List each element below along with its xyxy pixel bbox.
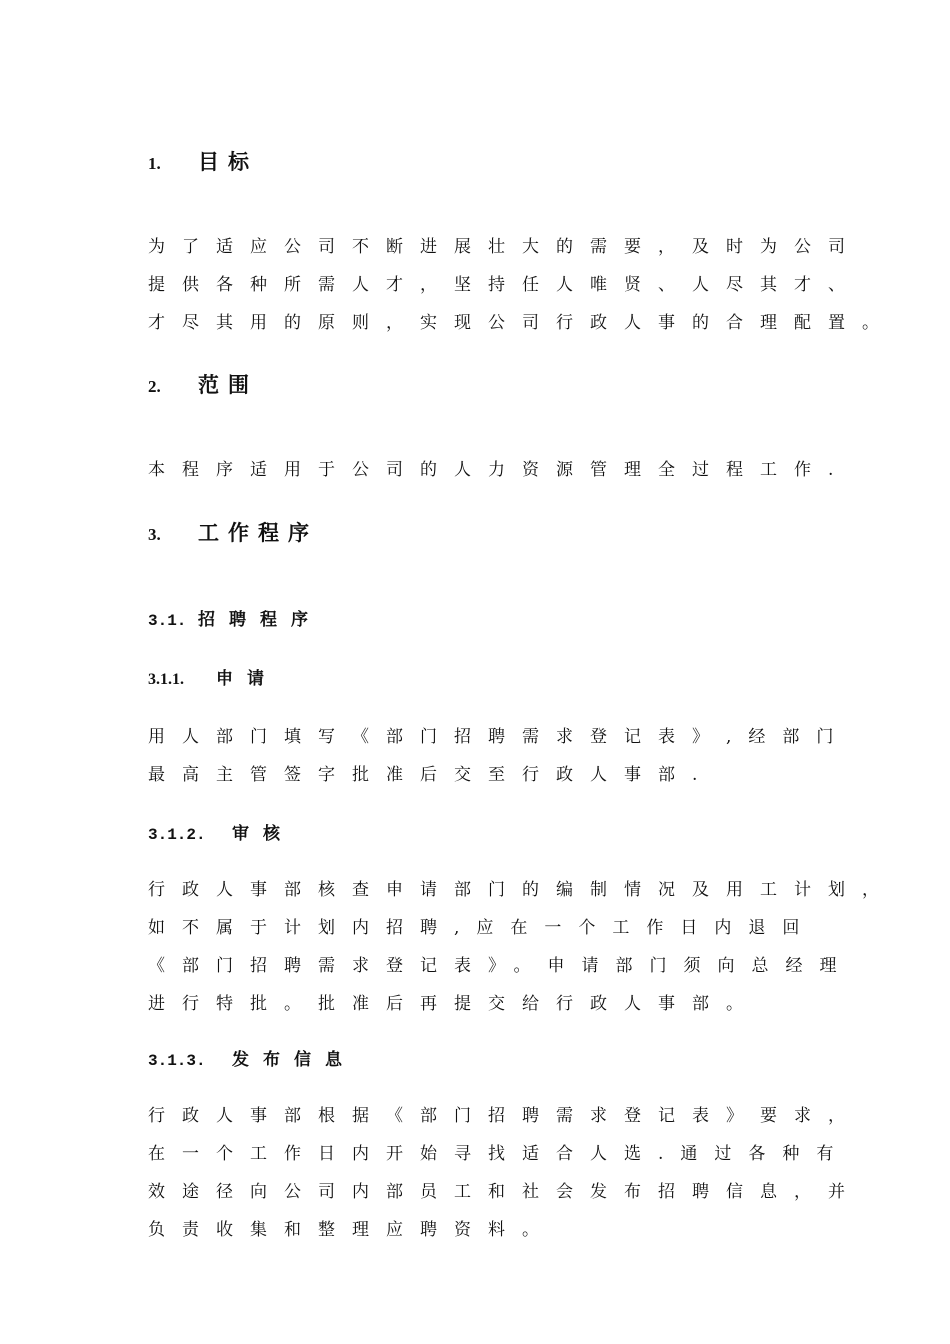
heading-title: 工作程序	[198, 521, 318, 545]
heading-3-publish	[148, 1045, 356, 1070]
text-line: 负责收集和整理应聘资料。	[148, 1220, 556, 1240]
heading-1-scope	[148, 369, 258, 399]
heading-title: 申请	[216, 669, 278, 689]
heading-1-procedure	[148, 517, 318, 547]
heading-title: 审核	[232, 824, 294, 844]
paragraph-goal	[148, 228, 896, 342]
heading-number: 3.1.3.	[148, 1052, 206, 1070]
paragraph-review	[148, 871, 896, 1023]
heading-number: 3.1.	[148, 612, 187, 630]
heading-number: 3.1.2.	[148, 826, 206, 844]
text-line: 《部门招聘需求登记表》。申请部门须向总经理	[148, 956, 854, 976]
heading-title: 发布信息	[232, 1050, 356, 1070]
heading-2-recruitment	[148, 605, 322, 630]
text-line: 本程序适用于公司的人力资源管理全过程工作.	[148, 460, 851, 480]
text-line: 进行特批。批准后再提交给行政人事部。	[148, 994, 760, 1014]
heading-number: 3.1.1.	[148, 671, 184, 688]
paragraph-scope	[148, 451, 850, 489]
text-line: 行政人事部根据《部门招聘需求登记表》要求，	[148, 1106, 862, 1126]
text-line: 提供各种所需人才，坚持任人唯贤、人尽其才、	[148, 275, 862, 295]
heading-title: 目标	[198, 150, 258, 174]
heading-number: 2.	[148, 377, 161, 396]
heading-3-review	[148, 819, 294, 844]
heading-1-goal	[148, 146, 258, 176]
heading-number: 1.	[148, 154, 161, 173]
text-line: 如不属于计划内招聘,应在一个工作日内退回	[148, 918, 817, 938]
heading-title: 范围	[198, 373, 258, 397]
text-line: 行政人事部核查申请部门的编制情况及用工计划，	[148, 880, 896, 900]
text-line: 为了适应公司不断进展壮大的需要，及时为公司	[148, 237, 862, 257]
heading-number: 3.	[148, 525, 161, 544]
paragraph-application	[148, 718, 850, 794]
text-line: 用人部门填写《部门招聘需求登记表》,经部门	[148, 727, 851, 747]
text-line: 效途径向公司内部员工和社会发布招聘信息，并	[148, 1182, 862, 1202]
text-line: 才尽其用的原则，实现公司行政人事的合理配置。	[148, 313, 896, 333]
text-line: 最高主管签字批准后交至行政人事部.	[148, 765, 715, 785]
text-line: 在一个工作日内开始寻找适合人选.通过各种有	[148, 1144, 851, 1164]
heading-title: 招聘程序	[198, 610, 322, 630]
heading-3-application	[148, 664, 278, 689]
paragraph-publish	[148, 1097, 862, 1249]
